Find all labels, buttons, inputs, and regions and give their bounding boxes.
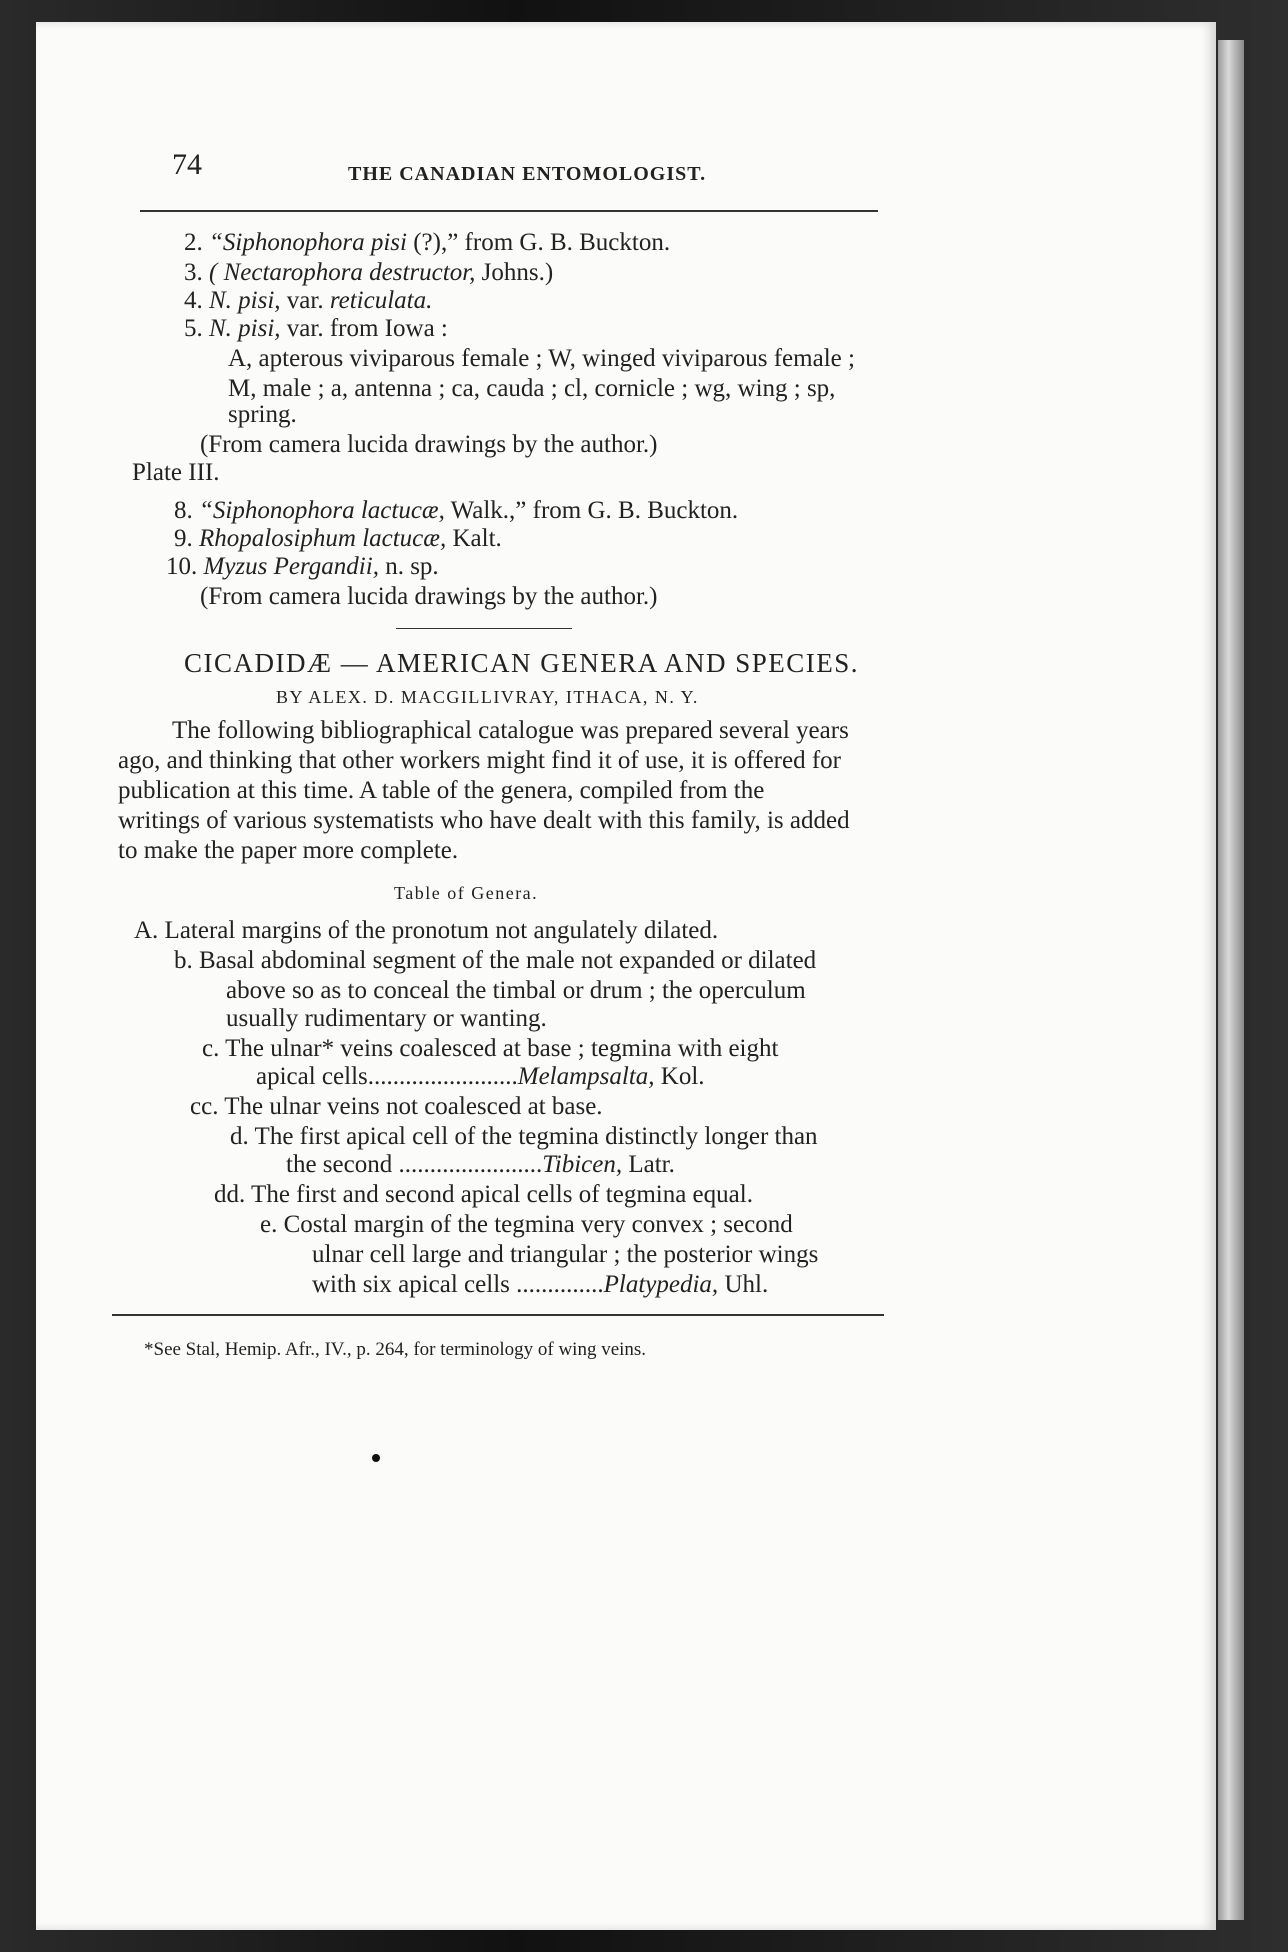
key-line: ulnar cell large and triangular ; the posterior wings xyxy=(312,1241,819,1268)
legend-line: A, apterous viviparous female ; W, winged viviparous female ; xyxy=(228,345,855,372)
plate-item: 4. N. pisi, var. reticulata. xyxy=(184,287,433,314)
key-line: the second .......................Tibicen, Latr. xyxy=(286,1151,675,1178)
paragraph-line: The following bibliographical catalogue was prepared several years xyxy=(172,717,849,744)
key-line: d. The first apical cell of the tegmina distinctly longer than xyxy=(230,1123,818,1150)
ink-speck xyxy=(372,1454,380,1462)
page-edge xyxy=(1218,40,1244,1920)
credit-line: (From camera lucida drawings by the author.) xyxy=(200,583,658,610)
header-rule xyxy=(140,210,878,212)
plate-item: 2. “Siphonophora pisi (?),” from G. B. Buckton. xyxy=(184,229,671,256)
page-sheet xyxy=(36,22,1216,1930)
footnote-rule xyxy=(112,1314,884,1316)
key-line: dd. The first and second apical cells of tegmina equal. xyxy=(214,1181,753,1208)
plate-item: 8. “Siphonophora lactucæ, Walk.,” from G. B. Buckton. xyxy=(174,497,739,524)
key-line: usually rudimentary or wanting. xyxy=(226,1005,547,1032)
plate-item: 3. ( Nectarophora destructor, Johns.) xyxy=(184,259,554,286)
footnote: *See Stal, Hemip. Afr., IV., p. 264, for terminology of wing veins. xyxy=(144,1339,647,1360)
key-line: apical cells........................Melampsalta, Kol. xyxy=(256,1063,705,1090)
paragraph-line: ago, and thinking that other workers might find it of use, it is offered for xyxy=(118,747,841,774)
key-line: c. The ulnar* veins coalesced at base ; tegmina with eight xyxy=(202,1035,779,1062)
paragraph-line: to make the paper more complete. xyxy=(118,837,459,864)
key-line: cc. The ulnar veins not coalesced at base. xyxy=(190,1093,603,1120)
plate-item: 10. Myzus Pergandii, n. sp. xyxy=(166,553,439,580)
key-line: with six apical cells ..............Platypedia, Uhl. xyxy=(312,1271,769,1298)
key-line: e. Costal margin of the tegmina very convex ; second xyxy=(260,1211,793,1238)
running-title: THE CANADIAN ENTOMOLOGIST. xyxy=(348,163,707,185)
paragraph-line: writings of various systematists who have dealt with this family, is added xyxy=(118,807,850,834)
legend-line: spring. xyxy=(228,401,297,428)
article-title: CICADIDÆ — AMERICAN GENERA AND SPECIES. xyxy=(184,648,860,678)
legend-line: M, male ; a, antenna ; ca, cauda ; cl, cornicle ; wg, wing ; sp, xyxy=(228,375,836,402)
key-line: b. Basal abdominal segment of the male not expanded or dilated xyxy=(174,947,817,974)
paragraph-line: publication at this time. A table of the genera, compiled from the xyxy=(118,777,765,804)
key-line: A. Lateral margins of the pronotum not angulately dilated. xyxy=(134,917,719,944)
article-byline: BY ALEX. D. MACGILLIVRAY, ITHACA, N. Y. xyxy=(276,687,699,707)
page-number: 74 xyxy=(172,148,202,181)
key-line: above so as to conceal the timbal or drum ; the operculum xyxy=(226,977,806,1004)
plate-item: 5. N. pisi, var. from Iowa : xyxy=(184,315,448,342)
plate-heading: Plate III. xyxy=(132,459,220,486)
credit-line: (From camera lucida drawings by the author.) xyxy=(200,431,658,458)
table-title: Table of Genera. xyxy=(394,883,539,903)
section-divider xyxy=(396,628,572,629)
plate-item: 9. Rhopalosiphum lactucæ, Kalt. xyxy=(174,525,502,552)
